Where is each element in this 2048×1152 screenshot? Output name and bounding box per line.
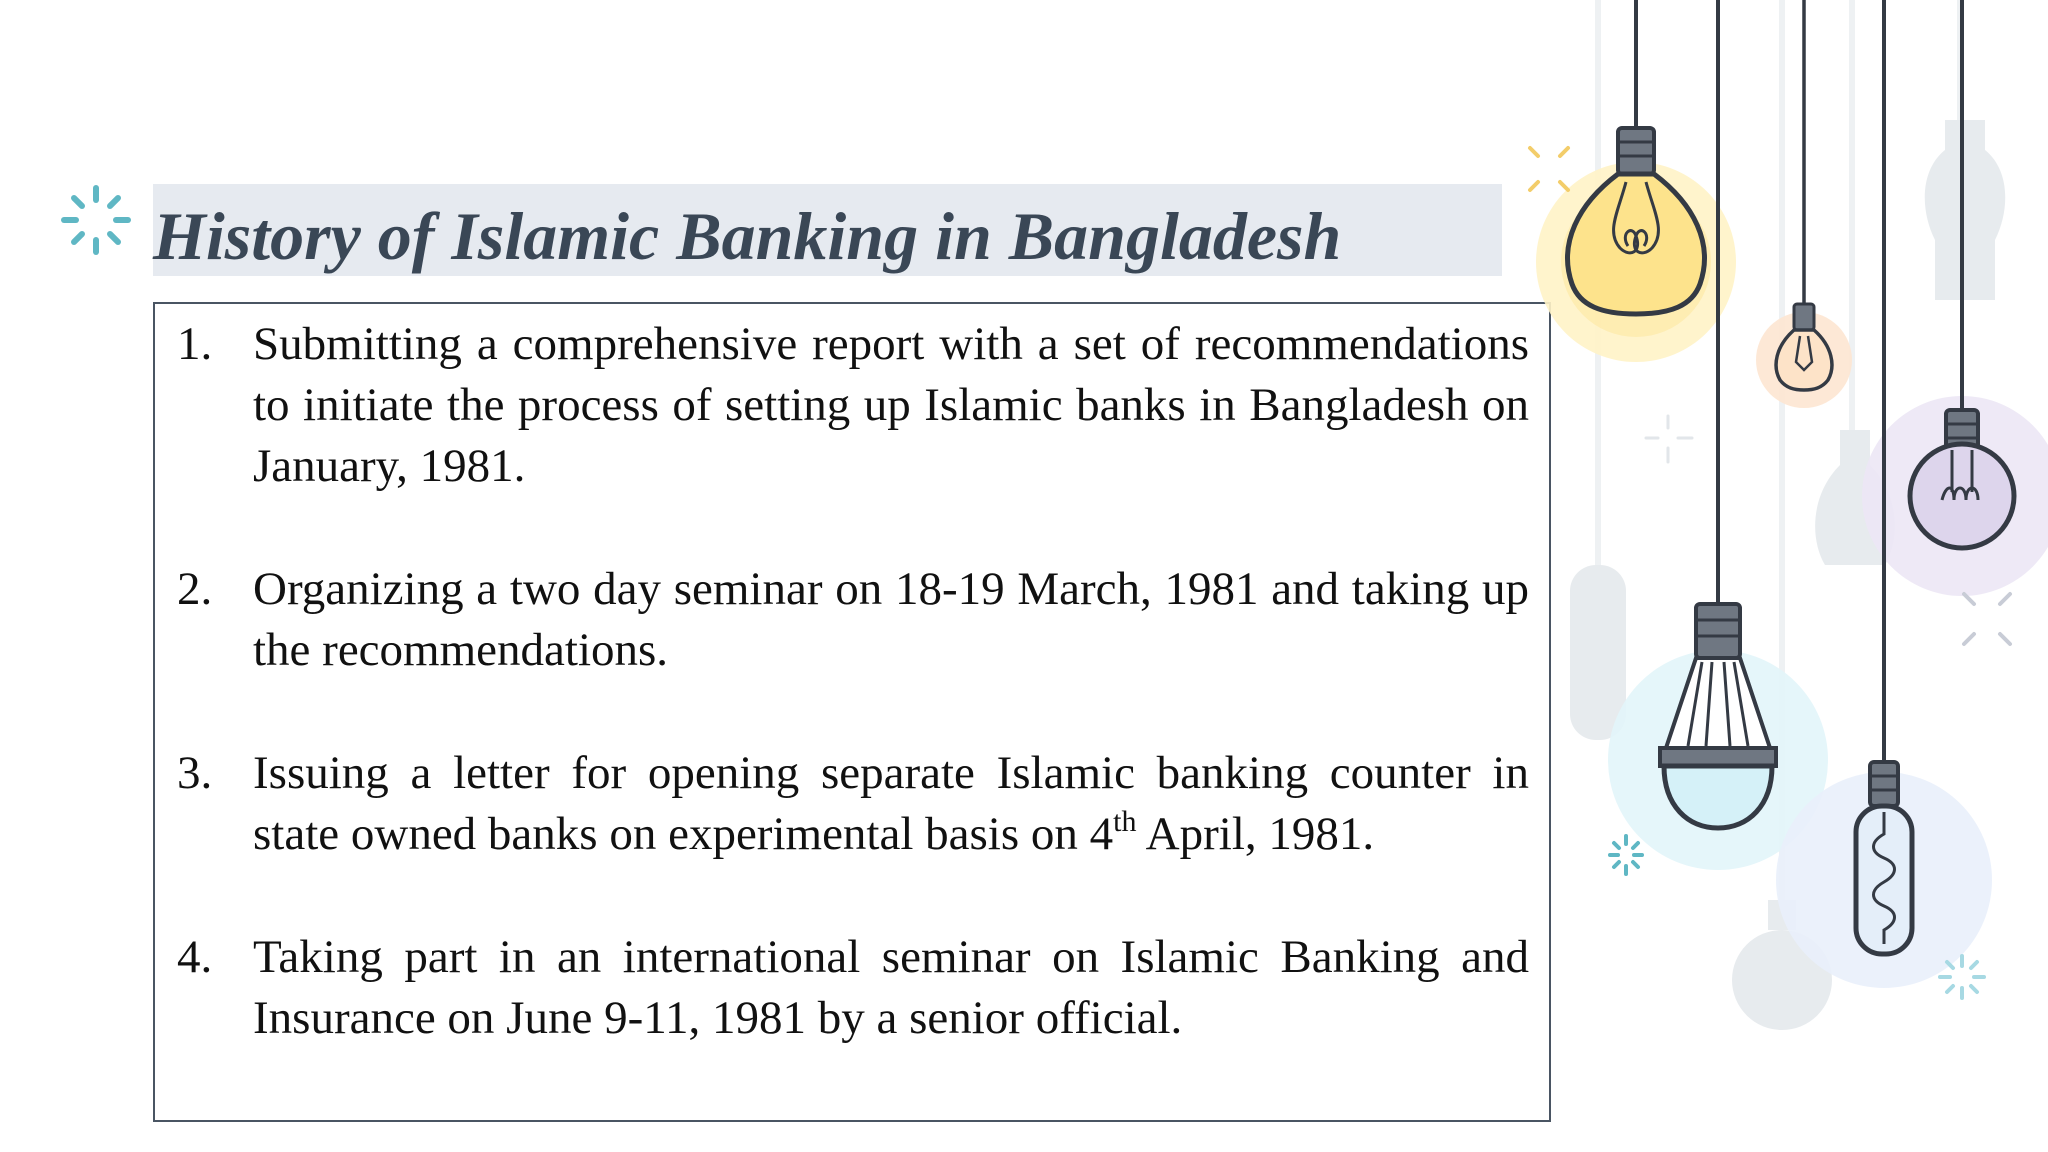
item-number: 2. — [177, 563, 213, 615]
item-text — [253, 743, 1529, 865]
yellow-lightbulb-icon — [1568, 0, 1705, 314]
history-list — [155, 304, 1549, 1049]
item-number: 3. — [177, 747, 213, 799]
sparkle-icon — [58, 182, 134, 258]
list-item — [177, 314, 1529, 497]
purple-lightbulb-icon — [1910, 0, 2014, 548]
list-item — [177, 927, 1529, 1049]
list-item — [177, 743, 1529, 865]
item-text: Submitting a comprehensive report with a set of recommendations to initiate the process of setting up Islamic banks in Bangladesh on January, 1981. — [253, 318, 1529, 492]
item-text: Organizing a two day seminar on 18-19 March, 1981 and taking up the recommendations. — [253, 563, 1529, 676]
item-number: 4. — [177, 931, 213, 983]
item-text-start: Issuing a letter for opening separate Islamic banking counter in state owned banks on experimental basis on 4 — [253, 747, 1529, 860]
ordinal-superscript: th — [1113, 805, 1137, 838]
item-number: 1. — [177, 318, 213, 370]
hanging-lightbulbs-decoration — [1500, 0, 2048, 1152]
list-item — [177, 559, 1529, 681]
slide-title: History of Islamic Banking in Bangladesh — [153, 198, 1342, 274]
content-box — [153, 302, 1551, 1122]
item-text: Taking part in an international seminar on Islamic Banking and Insurance on June 9-11, 1981 by a senior official. — [253, 931, 1529, 1044]
item-text-end: April, 1981. — [1136, 808, 1375, 860]
